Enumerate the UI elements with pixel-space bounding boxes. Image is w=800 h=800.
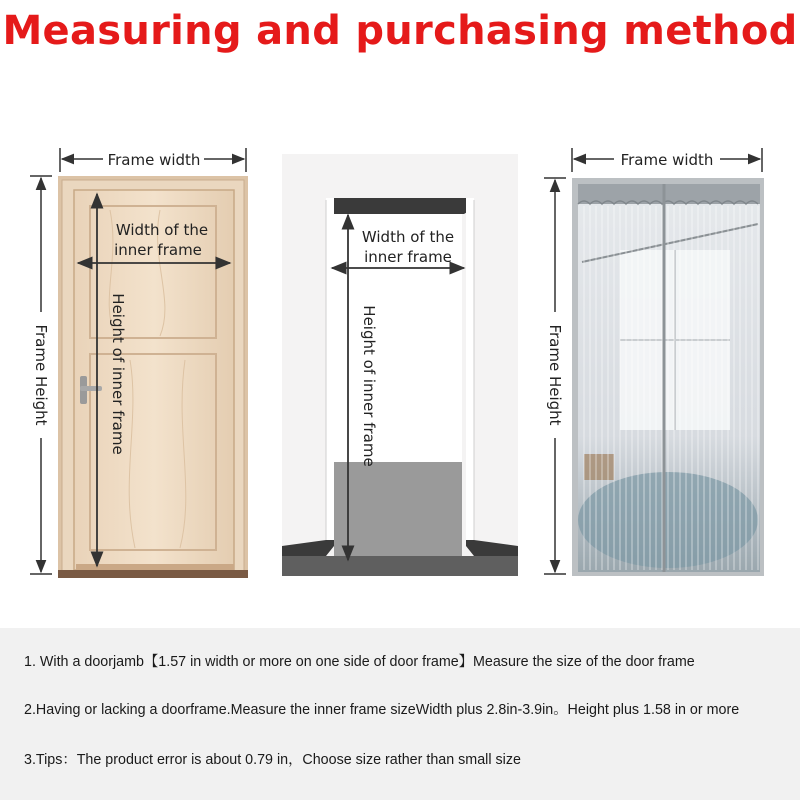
screen-frame-width-label: Frame width — [620, 151, 714, 169]
opening-panel — [282, 154, 518, 576]
door-panel — [30, 148, 248, 578]
door-inner-height-label: Height of inner frame — [109, 293, 127, 455]
instruction-2: 2.Having or lacking a doorframe.Measure the inner frame sizeWidth plus 2.8in-3.9in。Height plus 1.58 in or more — [24, 702, 740, 718]
door-frame-width-label: Frame width — [107, 151, 201, 169]
screen-panel — [544, 148, 764, 576]
opening-inner-width-label-line2: inner frame — [364, 248, 452, 266]
page-title: Measuring and purchasing method — [2, 8, 798, 54]
instruction-1: 1. With a doorjamb【1.57 in width or more on one side of door frame】Measure the size of the door frame — [24, 654, 695, 670]
instruction-3: 3.Tips：The product error is about 0.79 in，Choose size rather than small size — [24, 752, 521, 768]
opening-inner-width-label-line1: Width of the — [361, 228, 455, 246]
door-frame-height-label: Frame Height — [32, 324, 50, 426]
instructions-box — [0, 628, 800, 800]
screen-frame-height-label: Frame Height — [546, 324, 564, 426]
door-inner-width-label-line2: inner frame — [114, 241, 202, 259]
opening-floor — [334, 462, 462, 556]
door-inner-width-label-line1: Width of the — [115, 221, 209, 239]
opening-inner-height-label: Height of inner frame — [360, 305, 378, 467]
